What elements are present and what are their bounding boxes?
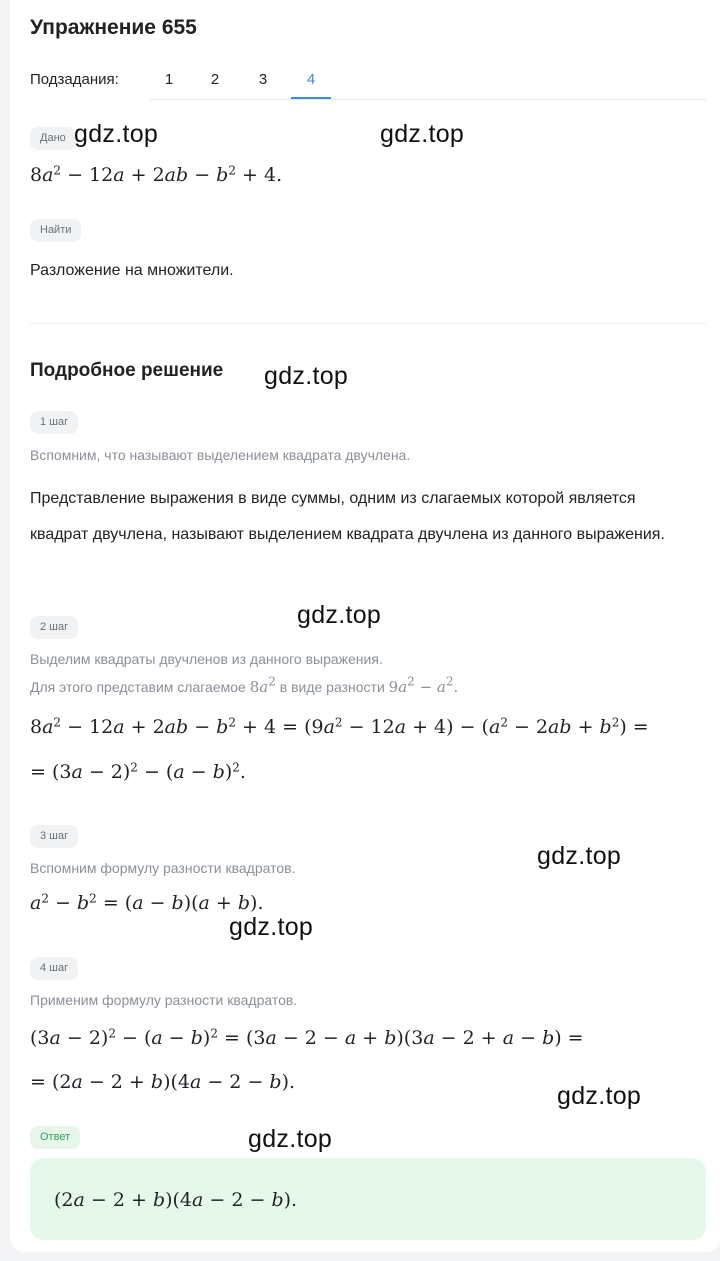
step-2-hint-2-diff: $9a^2 - a^2$.	[388, 674, 459, 696]
section-divider	[30, 323, 706, 324]
watermark: gdz.top	[74, 120, 159, 148]
step-2-hint-2-mid: в виде разности	[279, 679, 385, 695]
step-3-label: 3 шаг	[30, 825, 78, 848]
tab-2[interactable]: 2	[210, 71, 220, 88]
find-text: Разложение на множители.	[30, 262, 234, 279]
watermark: gdz.top	[537, 842, 622, 870]
watermark: gdz.top	[557, 1082, 642, 1110]
tab-3[interactable]: 3	[258, 71, 268, 88]
step-2-hint-2-term: $8a^2$	[249, 674, 276, 696]
step-2-line-2: = $(3a - 2)^2 - (a - b)^2$.	[30, 760, 246, 783]
answer-label: Ответ	[30, 1126, 80, 1149]
step-2-hint-2	[30, 674, 459, 696]
tabs-divider	[150, 99, 706, 100]
answer-value: (2a − 2 + b)(4a − 2 − b).	[54, 1189, 298, 1211]
step-1-label: 1 шаг	[30, 411, 78, 434]
step-1-hint: Вспомним, что называют выделением квадрата двучлена.	[30, 447, 411, 463]
solution-heading: Подробное решение	[30, 360, 224, 381]
find-label: Найти	[30, 219, 81, 242]
subtasks-label: Подзадания:	[30, 71, 119, 88]
given-expression: $8a^2 - 12a + 2ab - b^2 + 4$.	[30, 163, 283, 186]
step-2-hint-2-prefix: Для этого представим слагаемое	[30, 679, 246, 695]
tab-4[interactable]: 4	[306, 71, 316, 88]
step-2-label: 2 шаг	[30, 616, 78, 639]
watermark: gdz.top	[264, 362, 349, 390]
step-2-line-1: $8a^2 - 12a + 2ab - b^2 + 4 = (9a^2 - 12a + 4) - (a^2 - 2ab + b^2)$ =	[30, 715, 649, 738]
step-4-line-2: = (2a − 2 + b)(4a − 2 − b).	[30, 1071, 296, 1093]
step-1-text: Представление выражения в виде суммы, одним из слагаемых которой является квадрат двучлена, называют выделением квадрата двучлена из данного выражения.	[30, 490, 665, 543]
step-4-hint: Применим формулу разности квадратов.	[30, 992, 298, 1008]
watermark: gdz.top	[297, 601, 382, 629]
watermark: gdz.top	[229, 913, 314, 941]
given-label: Дано	[30, 127, 76, 150]
step-3-formula: $a^2 - b^2 = (a - b)(a + b)$.	[30, 891, 264, 914]
step-2-hint: Выделим квадраты двучленов из данного выражения.	[30, 651, 383, 667]
watermark: gdz.top	[248, 1125, 333, 1153]
page-title: Упражнение 655	[30, 16, 197, 39]
tab-1[interactable]: 1	[164, 71, 174, 88]
watermark: gdz.top	[380, 120, 465, 148]
step-3-hint: Вспомним формулу разности квадратов.	[30, 860, 296, 876]
active-tab-indicator	[291, 97, 331, 99]
step-4-label: 4 шаг	[30, 957, 78, 980]
step-4-line-1: $(3a - 2)^2 - (a - b)^2 = (3a - 2 - a + b)(3a - 2 + a - b)$ =	[30, 1026, 584, 1049]
